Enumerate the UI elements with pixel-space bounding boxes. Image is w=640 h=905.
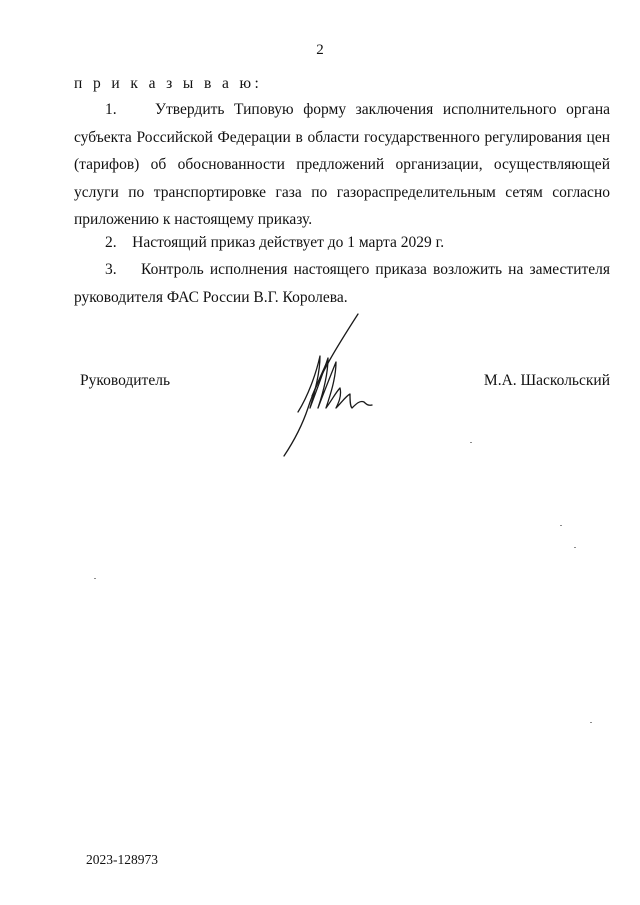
scan-speck bbox=[94, 578, 96, 579]
signatory-name: М.А. Шаскольский bbox=[483, 372, 610, 389]
page-number: 2 bbox=[316, 42, 324, 58]
handwritten-signature bbox=[278, 312, 378, 458]
order-lead-word: п р и к а з ы в а ю: bbox=[74, 75, 263, 92]
order-item-1 bbox=[74, 96, 610, 234]
order-item-3-text: Контроль исполнения настоящего приказа возложить на заместителя руководителя ФАС России В.Г. Королева. bbox=[74, 261, 611, 306]
signatory-position: Руководитель bbox=[80, 372, 171, 389]
order-item-3-number: 3. bbox=[105, 261, 117, 278]
order-item-2-text: Настоящий приказ действует до 1 марта 2029 г. bbox=[132, 234, 445, 251]
scan-speck bbox=[590, 722, 592, 723]
order-item-2-number: 2. bbox=[105, 234, 117, 251]
order-item-2 bbox=[74, 229, 610, 257]
order-item-1-text: Утвердить Типовую форму заключения исполнительного органа субъекта Российской Федерации в области государственного регулирования цен (тарифов) об обоснованности предложений организации, осуществляющей услуги по транспортировке газа по газораспределительным сетям согласно приложению к настоящему приказу. bbox=[74, 101, 610, 228]
registration-number: 2023-128973 bbox=[86, 852, 158, 867]
order-item-3 bbox=[74, 256, 610, 311]
scan-speck bbox=[574, 547, 576, 548]
scan-speck bbox=[470, 442, 472, 443]
order-item-1-number: 1. bbox=[105, 101, 117, 118]
scan-speck bbox=[560, 525, 562, 526]
